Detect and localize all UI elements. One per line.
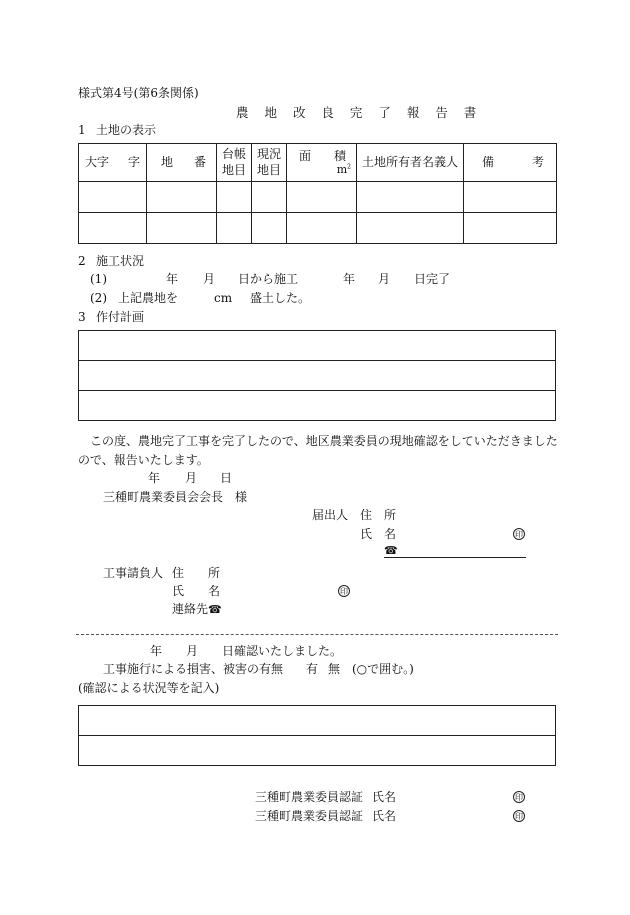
confirm-day-text: 日確認いたしました。 bbox=[222, 644, 343, 658]
fill-item-number: (2) bbox=[90, 291, 107, 305]
land-table-header bbox=[79, 144, 557, 182]
record-line[interactable] bbox=[79, 736, 555, 766]
seal-icon: 印 bbox=[515, 812, 523, 821]
date-day-label: 日 bbox=[220, 471, 233, 485]
contractor-address-label: 住 所 bbox=[172, 566, 221, 580]
fill-tail-text: 盛土した。 bbox=[250, 291, 311, 305]
cropping-plan-line[interactable] bbox=[79, 391, 555, 421]
contractor-contact-label: 連絡先 bbox=[172, 602, 209, 616]
applicant-label: 届出人 bbox=[312, 508, 349, 522]
phone-icon: ☎ bbox=[384, 544, 398, 557]
applicant-phone-underline[interactable] bbox=[384, 557, 526, 558]
seal-icon: 印 bbox=[515, 530, 523, 539]
col-genkyo-chimoku: 現況 地目 bbox=[252, 144, 287, 182]
end-month-label: 月 bbox=[378, 272, 391, 286]
damage-yes-option[interactable]: 有 bbox=[306, 662, 319, 676]
end-day-label: 日完了 bbox=[414, 272, 451, 286]
statement-line1: この度、農地完了工事を完了したので、地区農業委員の現地確認をしていただきました bbox=[90, 434, 558, 448]
confirm-month-label: 月 bbox=[186, 644, 199, 658]
section1-heading bbox=[78, 124, 156, 136]
certification-label: 三種町農業委員認証 bbox=[255, 809, 364, 823]
start-day-label: 日から施工 bbox=[238, 272, 299, 286]
start-year-label: 年 bbox=[166, 272, 179, 286]
contractor-label: 工事請負人 bbox=[103, 566, 164, 580]
area-unit: $m^2$ bbox=[336, 162, 351, 176]
date-year-label: 年 bbox=[148, 471, 161, 485]
document-title: 農 地 改 良 完 了 報 告 書 bbox=[236, 105, 483, 120]
damage-note: (○で囲む。) bbox=[352, 662, 414, 676]
cropping-plan-box[interactable] bbox=[78, 330, 556, 421]
section3-heading: 3 作付計画 bbox=[78, 310, 145, 324]
construction-period-line: (1) bbox=[90, 272, 107, 286]
damage-question: 工事施行による損害、被害の有無 bbox=[103, 662, 284, 676]
cropping-plan-line[interactable] bbox=[79, 331, 555, 361]
table-row bbox=[79, 213, 557, 244]
confirm-year-label: 年 bbox=[150, 644, 163, 658]
fill-text: 上記農地を bbox=[118, 291, 179, 305]
start-month-label: 月 bbox=[203, 272, 216, 286]
cut-line bbox=[76, 634, 558, 635]
col-owner: 土地所有者名義人 bbox=[357, 144, 464, 182]
damage-no-option[interactable]: 無 bbox=[328, 662, 341, 676]
certification-name-label: 氏名 bbox=[372, 809, 397, 823]
col-remarks: 備 考 bbox=[464, 144, 557, 182]
col-chiban: 地 番 bbox=[147, 144, 217, 182]
record-label: (確認による状況等を記入) bbox=[78, 681, 220, 695]
seal-icon: 印 bbox=[515, 793, 523, 802]
section1-title: 土地の表示 bbox=[96, 123, 157, 137]
col-oaza: 大字 字 bbox=[79, 144, 147, 182]
section2-title: 施工状況 bbox=[96, 254, 145, 268]
phone-icon: ☎ bbox=[208, 603, 222, 616]
seal-icon: 印 bbox=[340, 587, 348, 596]
certification-label: 三種町農業委員認証 bbox=[255, 790, 364, 804]
applicant-address-label: 住 所 bbox=[360, 508, 397, 522]
section3-title: 作付計画 bbox=[96, 310, 145, 324]
col-daicho-chimoku: 台帳 地目 bbox=[217, 144, 252, 182]
section2-heading: 2 施工状況 bbox=[78, 254, 145, 268]
statement-line2: ので、報告いたします。 bbox=[78, 453, 209, 467]
table-row bbox=[79, 182, 557, 213]
contractor-name-label: 氏 名 bbox=[172, 584, 221, 598]
land-table bbox=[78, 143, 557, 244]
record-line[interactable] bbox=[79, 706, 555, 736]
form-number: 様式第4号(第6条関係) bbox=[78, 86, 199, 100]
date-month-label: 月 bbox=[185, 471, 198, 485]
cropping-plan-line[interactable] bbox=[79, 361, 555, 391]
confirmation-record-box[interactable] bbox=[78, 705, 556, 766]
addressee: 三種町農業委員会会長 様 bbox=[103, 490, 248, 504]
applicant-name-label: 氏 名 bbox=[360, 527, 397, 541]
fill-unit: cm bbox=[214, 291, 233, 305]
col-area: 面 積 $m^2$ bbox=[287, 144, 357, 182]
contractor-contact bbox=[172, 603, 222, 615]
section1-number: 1 bbox=[78, 123, 86, 137]
certification-name-label: 氏名 bbox=[372, 790, 397, 804]
end-year-label: 年 bbox=[343, 272, 356, 286]
